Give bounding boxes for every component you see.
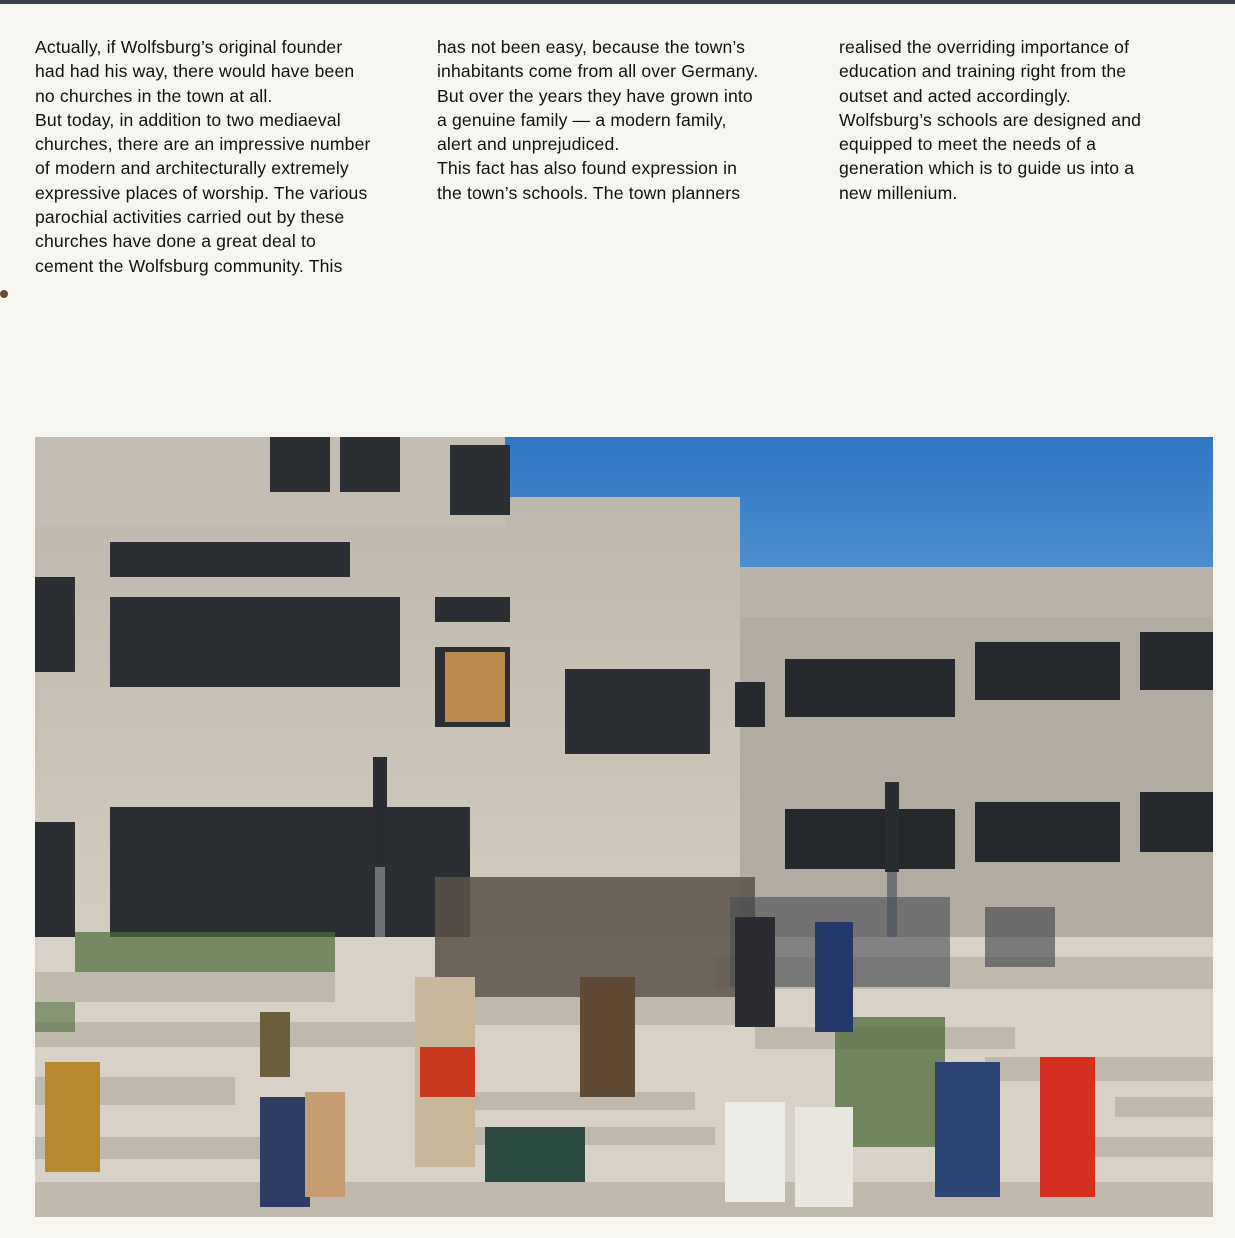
text-line: realised the overriding importance of [839, 37, 1130, 57]
text-line: the town’s schools. The town planners [437, 182, 741, 203]
text-column-3 [839, 35, 1214, 205]
text-line: cement the Wolfsburg community. This [35, 255, 343, 276]
binding-hole-mark [0, 290, 8, 298]
text-line: Actually, if Wolfsburg’s original founder [35, 37, 343, 57]
text-line: had had his way, there would have been [35, 61, 355, 82]
text-line: generation which is to guide us into a [839, 158, 1135, 179]
text-line: But over the years they have grown into [437, 85, 753, 106]
text-line: parochial activities carried out by these [35, 207, 345, 228]
text-line: no churches in the town at all. [35, 85, 273, 106]
text-line: inhabitants come from all over Germany. [437, 61, 759, 82]
top-border-rule [0, 0, 1235, 4]
text-line: has not been easy, because the town’s [437, 37, 746, 57]
text-line: outset and acted accordingly. [839, 85, 1071, 106]
text-column-2 [437, 35, 812, 205]
photo-illustration [35, 437, 1213, 1217]
text-line: new millenium. [839, 182, 958, 203]
text-line: Wolfsburg’s schools are designed and [839, 109, 1142, 130]
text-line: equipped to meet the needs of a [839, 134, 1097, 155]
text-line: This fact has also found expression in [437, 158, 738, 179]
school-courtyard-photo [35, 437, 1213, 1217]
text-line: But today, in addition to two mediaeval [35, 109, 341, 130]
text-line: churches have done a great deal to [35, 231, 316, 252]
text-column-1 [35, 35, 410, 278]
text-line: alert and unprejudiced. [437, 134, 620, 155]
text-line: a genuine family — a modern family, [437, 109, 727, 130]
text-line: expressive places of worship. The various [35, 182, 368, 203]
text-line: education and training right from the [839, 61, 1127, 82]
text-line: churches, there are an impressive number [35, 134, 371, 155]
text-line: of modern and architecturally extremely [35, 158, 349, 179]
